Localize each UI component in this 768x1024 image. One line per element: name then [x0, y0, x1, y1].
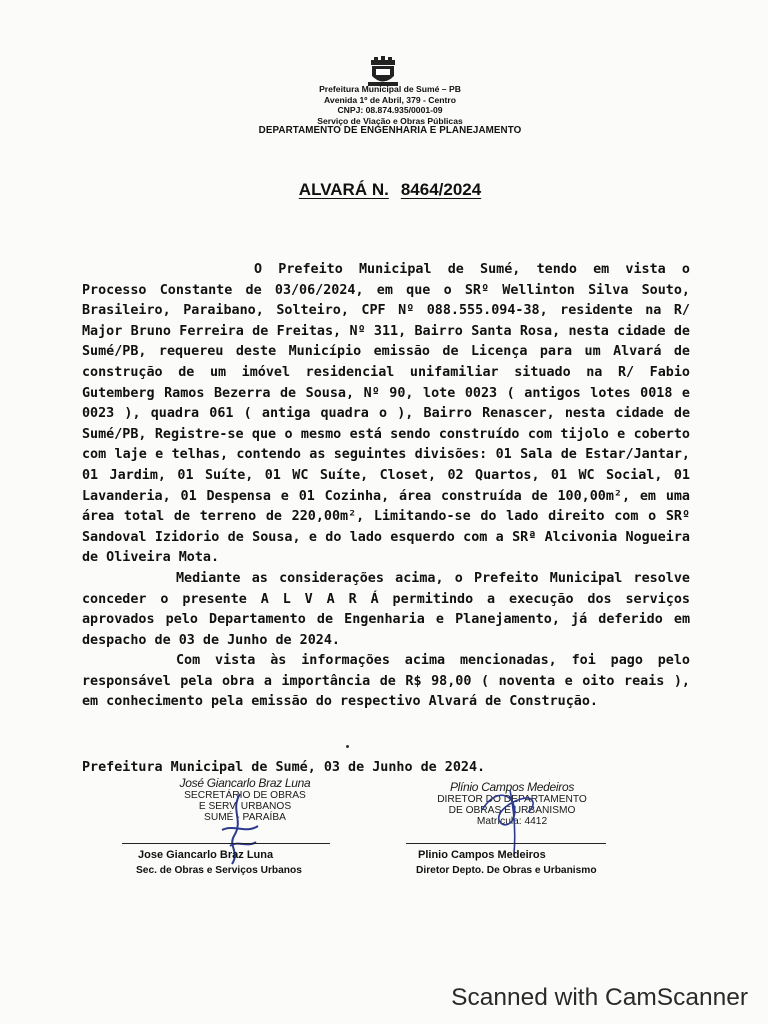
left-stamp-line-3: SUMÉ - PARAÍBA	[204, 812, 286, 823]
camscanner-watermark: Scanned with CamScanner	[451, 984, 748, 1011]
title-label: ALVARÁ N.	[298, 180, 389, 199]
left-signer-role: Sec. de Obras e Serviços Urbanos	[136, 865, 302, 876]
document-body	[82, 260, 690, 713]
left-signature-line	[122, 843, 330, 844]
closing-line: Prefeitura Municipal de Sumé, 03 de Junho de 2024.	[82, 760, 486, 775]
header-address: Avenida 1º de Abril, 379 - Centro	[324, 94, 456, 105]
header-cnpj: CNPJ: 08.874.935/0001-09	[337, 105, 443, 116]
left-signer	[136, 849, 302, 876]
left-signer-name: Jose Giancarlo Braz Luna	[138, 849, 274, 861]
left-stamp-name: José Giancarlo Braz Luna	[179, 776, 311, 790]
body-paragraph-1: O Prefeito Municipal de Sumé, tendo em vista o Processo Constante de 03/06/2024, em que o SRº Wellinton Silva Souto, Brasileiro, Paraibano, Solteiro, CPF Nº 088.555.094-38, residente na R/ Major Bruno Ferreira de Freitas, Nº 311, Bairro Santa Rosa, nesta cidade de Sumé/PB, requereu deste Município emissão de Licença para um Alvará de construção de um imóvel residencial unifamiliar situado na R/ Fabio Gutemberg Ramos Bezerra de Sousa, Nº 90, lote 0023 ( antigos lotes 0018 e 0023 ), quadra 061 ( antiga quadra o ), Bairro Renascer, nesta cidade de Sumé/PB, Registre-se que o mesmo está sendo construído com tijolo e coberto com laje e telhas, contendo as seguintes divisões: 01 Sala de Estar/Jantar, 01 Jardim, 01 Suíte, 01 WC Suíte, Closet, 02 Quartos, 01 WC Social, 01 Lavanderia, 01 Despensa e 01 Cozinha, área construída de 100,00m², em uma área total de terreno de 220,00m², Limitando-se do lado direito com o SRº Sandoval Izidorio de Sousa, e do lado esquerdo com a SRª Alcivonia Nogueira de Oliveira Mota.	[82, 262, 690, 566]
right-handwritten-signature	[470, 770, 560, 860]
right-signature-line	[406, 843, 606, 844]
title-number: 8464/2024	[400, 180, 482, 199]
letterhead	[150, 84, 630, 137]
body-paragraph-2: Mediante as considerações acima, o Prefeito Municipal resolve conceder o presente A L V A R Á permitindo a execução dos serviços aprovados pelo Departamento de Engenharia e Planejamento, já deferido em despacho de 03 de Junho de 2024.	[82, 570, 690, 648]
right-signer-role: Diretor Depto. De Obras e Urbanismo	[416, 865, 597, 876]
header-municipality: Prefeitura Municipal de Sumé – PB	[319, 84, 461, 94]
left-stamp-line-1: SECRETÁRIO DE OBRAS	[184, 790, 306, 801]
header-department: DEPARTAMENTO DE ENGENHARIA E PLANEJAMENTO	[258, 125, 522, 137]
right-signer-name: Plinio Campos Medeiros	[418, 849, 546, 861]
document-title	[200, 180, 580, 200]
header-service: Serviço de Viação e Obras Públicas	[317, 115, 463, 126]
right-signer	[416, 849, 597, 876]
right-stamp-line-2: DE OBRAS E URBANISMO	[448, 805, 576, 816]
body-paragraph-3: Com vista às informações acima mencionadas, foi pago pelo responsável pela obra a importância de R$ 98,00 ( noventa e oito reais ), em conhecimento pela emissão do respectivo Alvará de Construção.	[82, 653, 690, 710]
right-stamp-line-3: Matrícula: 4412	[476, 816, 548, 827]
stray-mark	[346, 745, 349, 748]
left-stamp-line-2: E SERV. URBANOS	[198, 801, 292, 812]
right-stamp-line-1: DIRETOR DO DEPARTAMENTO	[437, 794, 587, 805]
right-stamp-name: Plínio Campos Medeiros	[449, 780, 575, 794]
